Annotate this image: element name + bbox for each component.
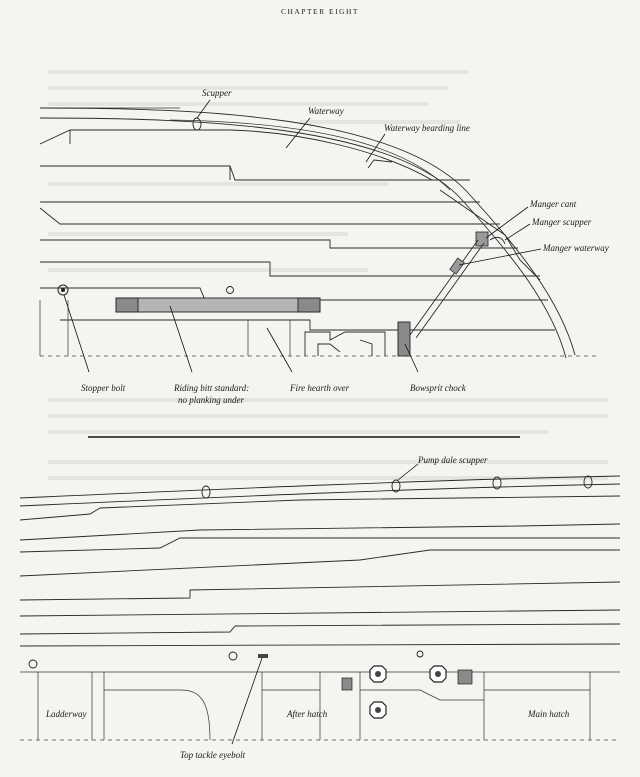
after-hatch-post: [342, 678, 352, 690]
leader-top-tackle-eyebolt: [232, 658, 262, 744]
top-tackle-eyebolt-shape: [258, 654, 268, 658]
label-manger-cant: Manger cant: [530, 199, 577, 209]
after-hatch-ring: [417, 651, 423, 657]
lower-scupper-1: [202, 486, 210, 498]
leader-manger-waterway: [459, 249, 541, 265]
riding-bitt-standard: [116, 298, 320, 312]
riding-bitt-end-right: [298, 298, 320, 312]
label-top-tackle-eyebolt: Top tackle eyebolt: [180, 750, 246, 760]
label-waterway: Waterway: [308, 106, 344, 116]
ladderway-ring: [29, 660, 37, 668]
scupper-shape: [193, 118, 201, 130]
label-main-hatch: Main hatch: [528, 709, 570, 719]
riding-bitt-end-left: [116, 298, 138, 312]
chapter-header: CHAPTER EIGHT: [280, 7, 360, 16]
label-scupper: Scupper: [202, 88, 232, 98]
leader-riding-bitt: [170, 306, 192, 372]
label-manger-waterway: Manger waterway: [543, 243, 609, 253]
fire-hearth-outline: [305, 332, 385, 356]
label-pump-dale-scupper: Pump dale scupper: [418, 455, 488, 465]
label-ladderway: Ladderway: [46, 709, 87, 719]
leader-manger-cant: [486, 207, 528, 238]
manger-waterway-lines: [410, 240, 484, 338]
label-bowsprit-chock: Bowsprit chock: [410, 383, 466, 393]
lower-waterway-inner: [20, 484, 620, 506]
top-tackle-ring: [229, 652, 237, 660]
label-after-hatch: After hatch: [287, 709, 328, 719]
label-riding-bitt-2: no planking under: [178, 395, 244, 405]
manger-cant-block: [476, 232, 488, 246]
upper-deck-drawing: [40, 88, 609, 405]
label-riding-bitt-1: Riding bitt standard:: [174, 383, 250, 393]
lower-planking: [20, 496, 620, 740]
label-stopper-bolt: Stopper bolt: [81, 383, 126, 393]
label-fire-hearth: Fire hearth over: [290, 383, 350, 393]
leader-fire-hearth: [267, 328, 292, 372]
upper-bolt-ring: [227, 287, 234, 294]
manger-waterway-block: [450, 258, 465, 274]
bearding-cutout: [368, 160, 392, 168]
label-manger-scupper: Manger scupper: [532, 217, 592, 227]
lower-deck-drawing: [20, 455, 620, 760]
label-waterway-bearding-line: Waterway bearding line: [384, 123, 470, 133]
leader-bowsprit-chock: [405, 344, 418, 372]
stopper-bolt-center: [61, 288, 65, 292]
main-hatch-post: [458, 670, 472, 684]
fire-hearth-detail: [318, 340, 372, 356]
leader-manger-scupper: [505, 224, 530, 240]
pump-fittings: [370, 666, 446, 718]
